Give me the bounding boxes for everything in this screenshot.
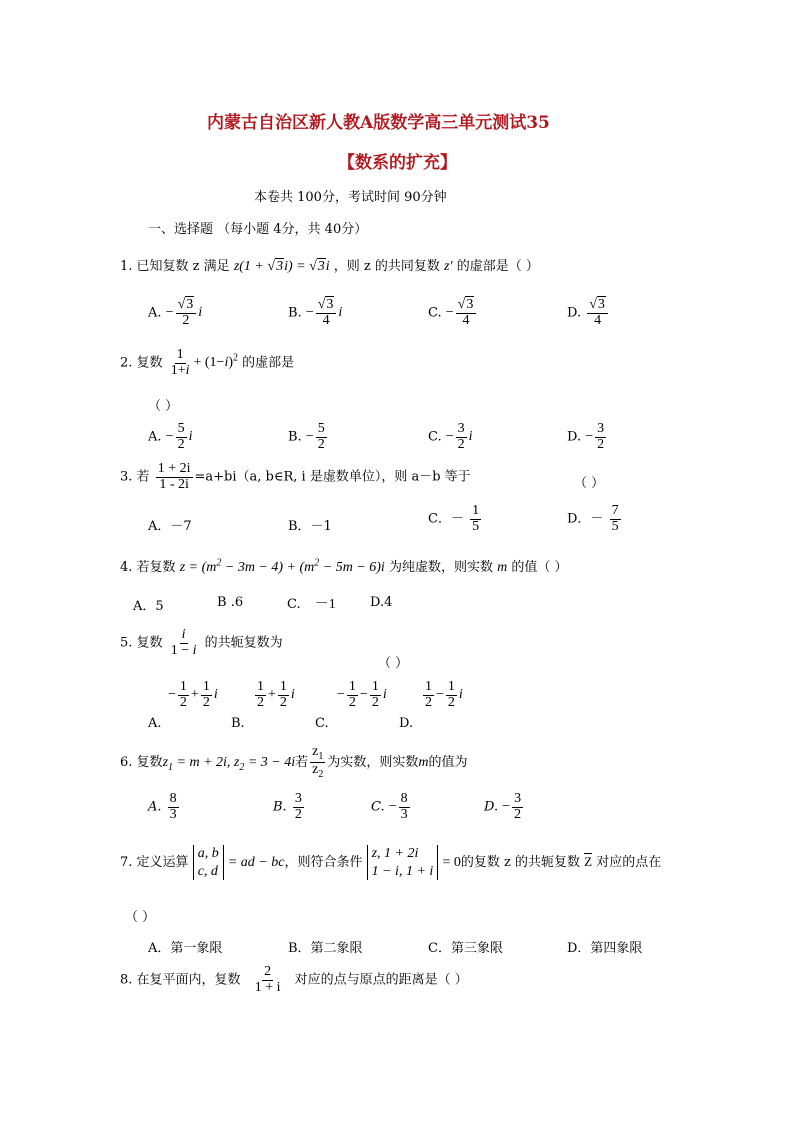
answer-paren: （ ） [148, 399, 179, 414]
answer-paren: （ ） [574, 476, 605, 491]
question-text: ，则符合条件 [284, 855, 363, 870]
formula: $\frac{1}{1+i}$ + $(1-i)^2$ [170, 347, 239, 378]
question-text: 的虚部是 [242, 355, 295, 371]
question-5 [120, 628, 283, 658]
conjugate-z: $\overline{Z}$ [584, 854, 593, 869]
question-3 [120, 462, 471, 492]
question-number: 4. [120, 560, 133, 575]
formula: z(1 + √3i) = √3i [233, 259, 330, 274]
formula: $z_1 = m + 2i$, $z_2 = 3 - 4i$ [162, 755, 296, 773]
question-text: 若复数 [136, 560, 176, 575]
option-value: －1 [314, 597, 336, 612]
option-a: A. $\frac{8}{3}$ [148, 791, 177, 822]
option-c: C. − $\frac{8}{3}$ [371, 791, 408, 822]
question-number: 8. [120, 972, 133, 988]
option-label: D．－ [567, 511, 604, 527]
question-text: 已知复数 z 满足 [136, 259, 230, 274]
option-c: C．－ $\frac{1}{5}$ [428, 503, 480, 534]
option-label: A. [148, 716, 162, 731]
question-text: 复数 [136, 635, 163, 651]
formula: $\frac{z_1}{z_2}$ [312, 744, 324, 781]
question-text: 的虚部是（ ） [456, 259, 539, 274]
option-label: D. [484, 799, 499, 815]
question-text: 复数 [136, 755, 163, 771]
section-heading: 一、选择题 （每小题 4分，共 40分） [148, 222, 368, 237]
question-number: 2. [120, 355, 133, 371]
option-label: C．－ [428, 511, 464, 527]
option-a: A. − $\frac{5}{2}$ i [148, 421, 193, 452]
option-label: A. [148, 305, 162, 321]
question-number: 5. [120, 635, 133, 651]
question-1 [120, 255, 539, 275]
option-label: B. [288, 305, 302, 321]
option-c [287, 593, 336, 613]
determinant: a, b c, d [193, 845, 224, 880]
option-label: A. [148, 799, 162, 815]
option-label: C. [287, 597, 301, 612]
question-text: 若 [136, 469, 150, 485]
option-d: D. $\frac{√3}{4}$ [567, 298, 610, 328]
exam-info: 本卷共 100分，考试时间 90分钟 [254, 190, 447, 205]
option-c: C. − $\frac{3}{2}$ i [428, 421, 473, 452]
option-c: C. − $\frac{1}{2}$ − $\frac{1}{2}$ i [315, 679, 387, 731]
option-label: B. [273, 799, 287, 815]
option-a: A. − $\frac{√3}{2}$ i [148, 297, 203, 328]
variable-m: m [418, 755, 429, 771]
option-b: B .6 [217, 595, 244, 610]
question-7 [120, 845, 661, 880]
formula: z′ [444, 259, 453, 274]
question-text: 在复平面内，复数 [136, 972, 241, 988]
question-8 [120, 965, 468, 995]
question-text: ，则 z 的共同复数 [333, 259, 440, 274]
option-label: C. [428, 305, 442, 321]
question-text: =a+bi（a, b∈R, i 是虚数单位），则 a－b 等于 [194, 469, 471, 485]
option-label: D. [567, 429, 582, 445]
option-label: B. [288, 429, 302, 445]
option-d: D. − $\frac{3}{2}$ [484, 791, 522, 822]
option-label: C. [371, 799, 385, 815]
question-text: 复数 [136, 355, 163, 371]
option-b: B. − $\frac{5}{2}$ [288, 421, 325, 452]
formula: $\frac{i}{1 - i}$ [170, 627, 197, 658]
option-b: B．第二象限 [288, 941, 363, 956]
answer-paren: （ ） [378, 656, 409, 671]
question-4 [120, 556, 568, 576]
option-c: C．第三象限 [428, 941, 503, 956]
option-label: C. [428, 429, 442, 445]
question-text: 的复数 z 的共轭复数 [460, 855, 580, 870]
option-d: D．第四象限 [567, 941, 643, 956]
option-a: A．5 [133, 599, 164, 614]
option-b: B. $\frac{1}{2}$ + $\frac{1}{2}$ i [231, 679, 295, 731]
question-2 [120, 348, 294, 378]
question-text: 对应的点与原点的距离是（ ） [294, 972, 468, 988]
option-label: C. [315, 716, 329, 731]
question-number: 3. [120, 469, 133, 485]
option-label: A. [148, 429, 162, 445]
question-text: 的值（ ） [511, 560, 568, 575]
variable-m: m [497, 560, 508, 575]
question-text: 为纯虚数，则实数 [388, 560, 493, 575]
option-c: C. − $\frac{√3}{4}$ [428, 298, 478, 328]
answer-paren: （ ） [125, 910, 156, 925]
option-d: D.4 [370, 595, 393, 610]
formula: = ad − bc [227, 855, 285, 870]
option-a: A．－7 [148, 519, 192, 534]
question-text: 定义运算 [136, 855, 189, 870]
question-text: 的值为 [428, 755, 468, 771]
formula: $\frac{2}{1 + i}$ [254, 964, 281, 995]
option-b: B. $\frac{3}{2}$ [273, 791, 302, 822]
option-d: D．－ $\frac{7}{5}$ [567, 503, 619, 534]
determinant: z, 1 + 2i 1 − i, 1 + i [367, 845, 439, 880]
formula: = 0 [442, 855, 461, 870]
question-number: 1. [120, 259, 133, 274]
question-text: 的共轭复数为 [204, 635, 283, 651]
option-b: B. − $\frac{√3}{4}$ i [288, 297, 343, 328]
option-b: B．－1 [288, 519, 332, 534]
option-label: B. [231, 716, 245, 731]
question-number: 7. [120, 855, 133, 870]
formula: $\frac{1 + 2i}{1 - 2i}$ [157, 461, 191, 492]
option-a: − $\frac{1}{2}$ + $\frac{1}{2}$ i A. [148, 679, 218, 731]
question-number: 6. [120, 755, 133, 771]
question-text: 若 [295, 755, 309, 771]
page-title: 内蒙古自治区新人教A版数学高三单元测试35 [207, 113, 550, 133]
option-label: D. [399, 716, 414, 731]
question-6 [120, 745, 468, 781]
question-text: 为实数，则实数 [327, 755, 419, 771]
option-d: D. $\frac{1}{2}$ − $\frac{1}{2}$ i [399, 679, 463, 731]
option-label: D. [567, 305, 582, 321]
question-text: 对应的点在 [596, 855, 662, 870]
option-d: D. − $\frac{3}{2}$ [567, 421, 605, 452]
page-subtitle: 【数系的扩充】 [338, 153, 457, 173]
formula: $z = (m^2 - 3m - 4) + (m^2 - 5m - 6)i$ [179, 557, 385, 575]
option-a: A．第一象限 [148, 941, 223, 956]
